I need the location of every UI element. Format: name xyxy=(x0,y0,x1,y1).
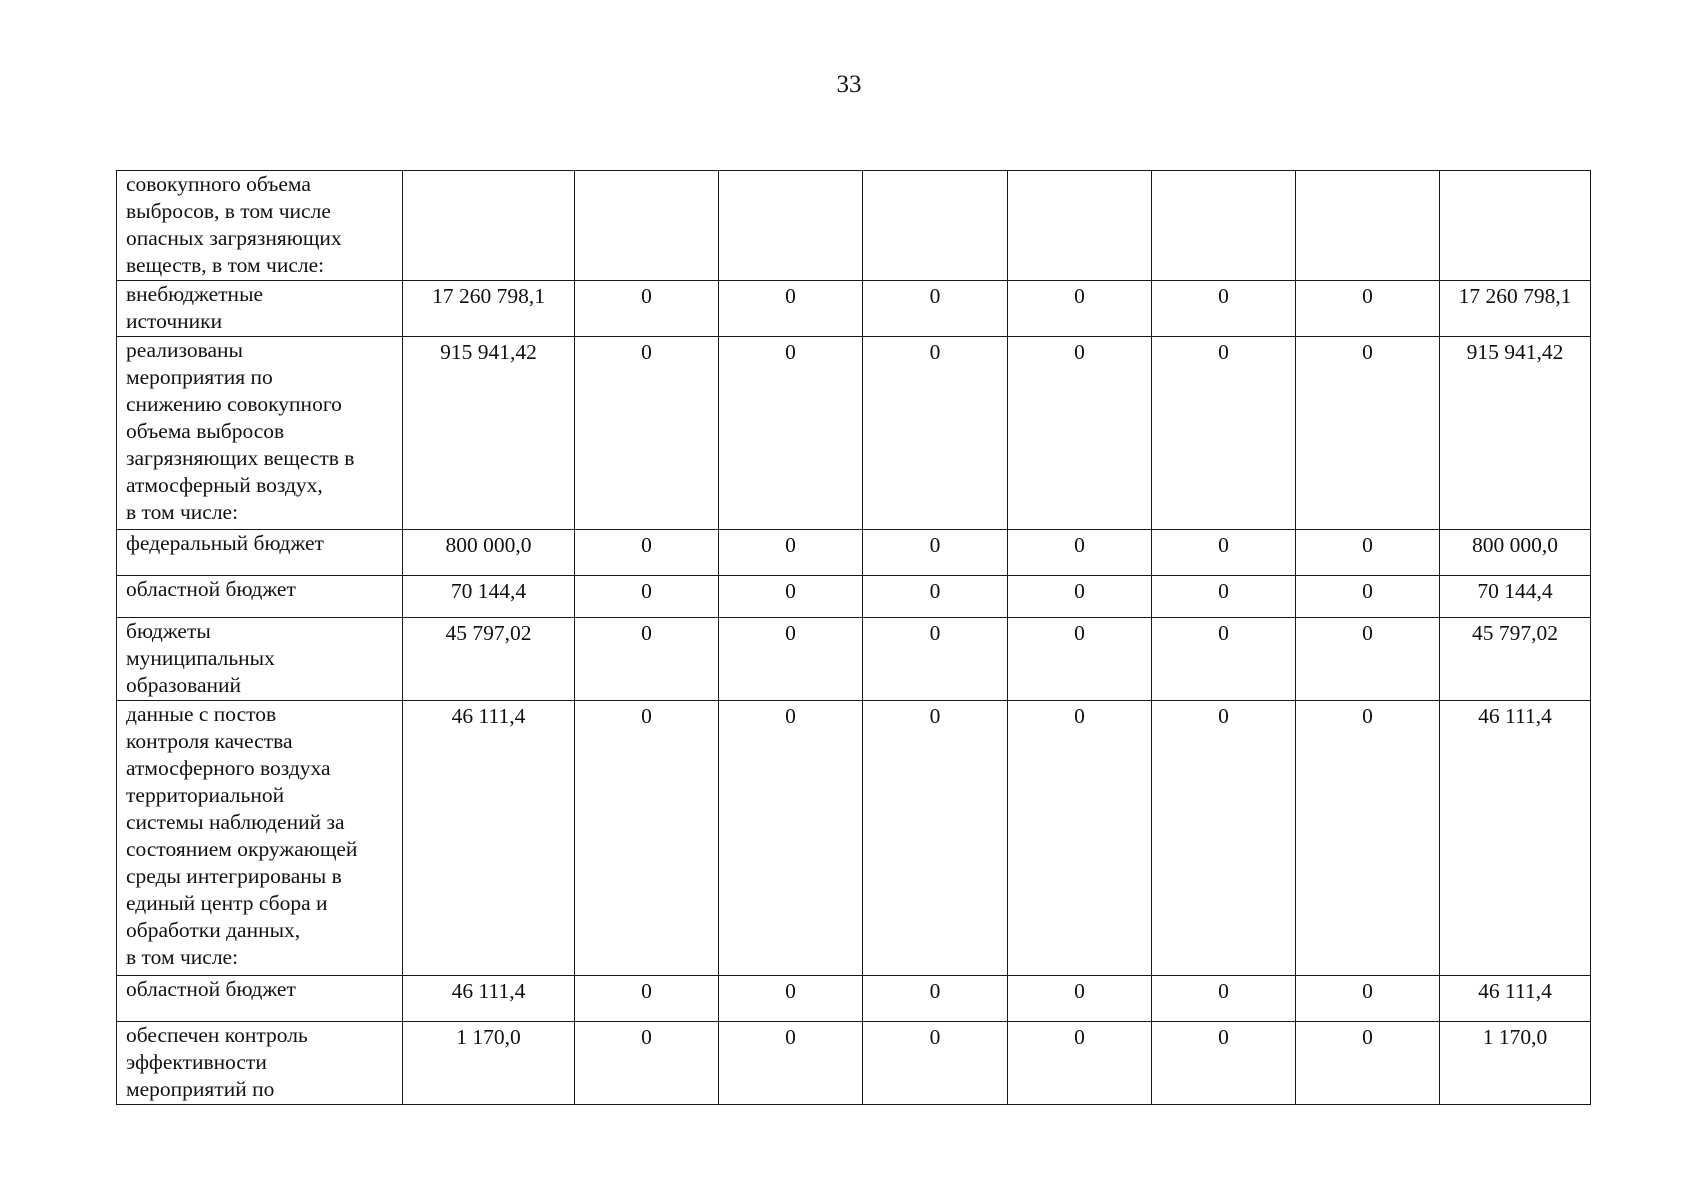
value-cell: 45 797,02 xyxy=(403,618,575,701)
value-cell xyxy=(1008,171,1152,281)
value-cell: 0 xyxy=(1008,337,1152,530)
value-cell: 70 144,4 xyxy=(403,576,575,618)
table-row xyxy=(117,530,1591,576)
value-cell: 46 111,4 xyxy=(403,701,575,976)
value-cell: 0 xyxy=(719,618,863,701)
value-cell xyxy=(863,171,1008,281)
value-cell: 0 xyxy=(1008,976,1152,1022)
table-row xyxy=(117,337,1591,530)
value-cell: 0 xyxy=(863,976,1008,1022)
row-label-cell: реализованы мероприятия по снижению совокупного объема выбросов загрязняющих веществ в атмосферный воздух, в том числе: xyxy=(117,337,403,530)
row-label-cell: данные с постов контроля качества атмосферного воздуха территориальной системы наблюдений за состоянием окружающей среды интегрированы в единый центр сбора и обработки данных, в том числе: xyxy=(117,701,403,976)
value-cell: 0 xyxy=(1152,1022,1296,1105)
value-cell: 70 144,4 xyxy=(1440,576,1591,618)
value-cell: 0 xyxy=(1008,576,1152,618)
row-label-cell: областной бюджет xyxy=(117,976,403,1022)
value-cell: 0 xyxy=(863,1022,1008,1105)
value-cell: 0 xyxy=(1008,618,1152,701)
value-cell: 0 xyxy=(1296,337,1440,530)
value-cell xyxy=(403,171,575,281)
value-cell: 0 xyxy=(575,530,719,576)
row-label-cell: бюджеты муниципальных образований xyxy=(117,618,403,701)
value-cell xyxy=(1296,171,1440,281)
row-label-cell: совокупного объема выбросов, в том числе опасных загрязняющих веществ, в том числе: xyxy=(117,171,403,281)
value-cell: 0 xyxy=(719,337,863,530)
row-label-cell: внебюджетные источники xyxy=(117,281,403,337)
value-cell: 0 xyxy=(1296,281,1440,337)
value-cell: 0 xyxy=(1152,281,1296,337)
page-number: 33 xyxy=(836,71,862,98)
value-cell: 0 xyxy=(1296,530,1440,576)
value-cell: 0 xyxy=(1152,976,1296,1022)
table-row xyxy=(117,576,1591,618)
value-cell: 0 xyxy=(1296,976,1440,1022)
value-cell: 1 170,0 xyxy=(1440,1022,1591,1105)
value-cell: 0 xyxy=(575,1022,719,1105)
value-cell: 0 xyxy=(1296,576,1440,618)
value-cell: 0 xyxy=(863,576,1008,618)
table-row xyxy=(117,618,1591,701)
value-cell: 0 xyxy=(863,530,1008,576)
table-body xyxy=(117,171,1591,1105)
value-cell xyxy=(1152,171,1296,281)
value-cell: 0 xyxy=(863,337,1008,530)
value-cell: 0 xyxy=(1008,530,1152,576)
table-row xyxy=(117,281,1591,337)
value-cell: 0 xyxy=(575,976,719,1022)
value-cell: 17 260 798,1 xyxy=(403,281,575,337)
value-cell: 0 xyxy=(575,281,719,337)
table-row xyxy=(117,976,1591,1022)
budget-table xyxy=(116,170,1591,1105)
value-cell xyxy=(575,171,719,281)
value-cell: 45 797,02 xyxy=(1440,618,1591,701)
value-cell: 0 xyxy=(1296,701,1440,976)
row-label-cell: федеральный бюджет xyxy=(117,530,403,576)
value-cell: 0 xyxy=(719,701,863,976)
value-cell: 0 xyxy=(575,576,719,618)
value-cell: 0 xyxy=(575,337,719,530)
value-cell: 1 170,0 xyxy=(403,1022,575,1105)
value-cell: 0 xyxy=(863,281,1008,337)
value-cell: 46 111,4 xyxy=(403,976,575,1022)
value-cell: 915 941,42 xyxy=(403,337,575,530)
value-cell: 0 xyxy=(863,618,1008,701)
value-cell: 0 xyxy=(719,281,863,337)
value-cell: 46 111,4 xyxy=(1440,701,1591,976)
value-cell: 0 xyxy=(863,701,1008,976)
table-row xyxy=(117,1022,1591,1105)
value-cell: 0 xyxy=(1152,618,1296,701)
table-row xyxy=(117,171,1591,281)
value-cell: 0 xyxy=(1008,1022,1152,1105)
value-cell: 0 xyxy=(719,976,863,1022)
value-cell: 0 xyxy=(719,576,863,618)
value-cell: 0 xyxy=(575,618,719,701)
value-cell: 0 xyxy=(719,530,863,576)
table-row xyxy=(117,701,1591,976)
row-label-cell: областной бюджет xyxy=(117,576,403,618)
row-label-cell: обеспечен контроль эффективности мероприятий по xyxy=(117,1022,403,1105)
value-cell: 0 xyxy=(1152,576,1296,618)
value-cell: 0 xyxy=(1152,701,1296,976)
value-cell: 0 xyxy=(1008,281,1152,337)
value-cell: 800 000,0 xyxy=(403,530,575,576)
value-cell: 0 xyxy=(1296,1022,1440,1105)
value-cell: 17 260 798,1 xyxy=(1440,281,1591,337)
value-cell: 800 000,0 xyxy=(1440,530,1591,576)
value-cell: 0 xyxy=(1152,530,1296,576)
value-cell: 0 xyxy=(1296,618,1440,701)
value-cell: 0 xyxy=(1008,701,1152,976)
value-cell: 0 xyxy=(1152,337,1296,530)
value-cell: 915 941,42 xyxy=(1440,337,1591,530)
value-cell xyxy=(719,171,863,281)
value-cell: 46 111,4 xyxy=(1440,976,1591,1022)
value-cell: 0 xyxy=(575,701,719,976)
value-cell: 0 xyxy=(719,1022,863,1105)
value-cell xyxy=(1440,171,1591,281)
